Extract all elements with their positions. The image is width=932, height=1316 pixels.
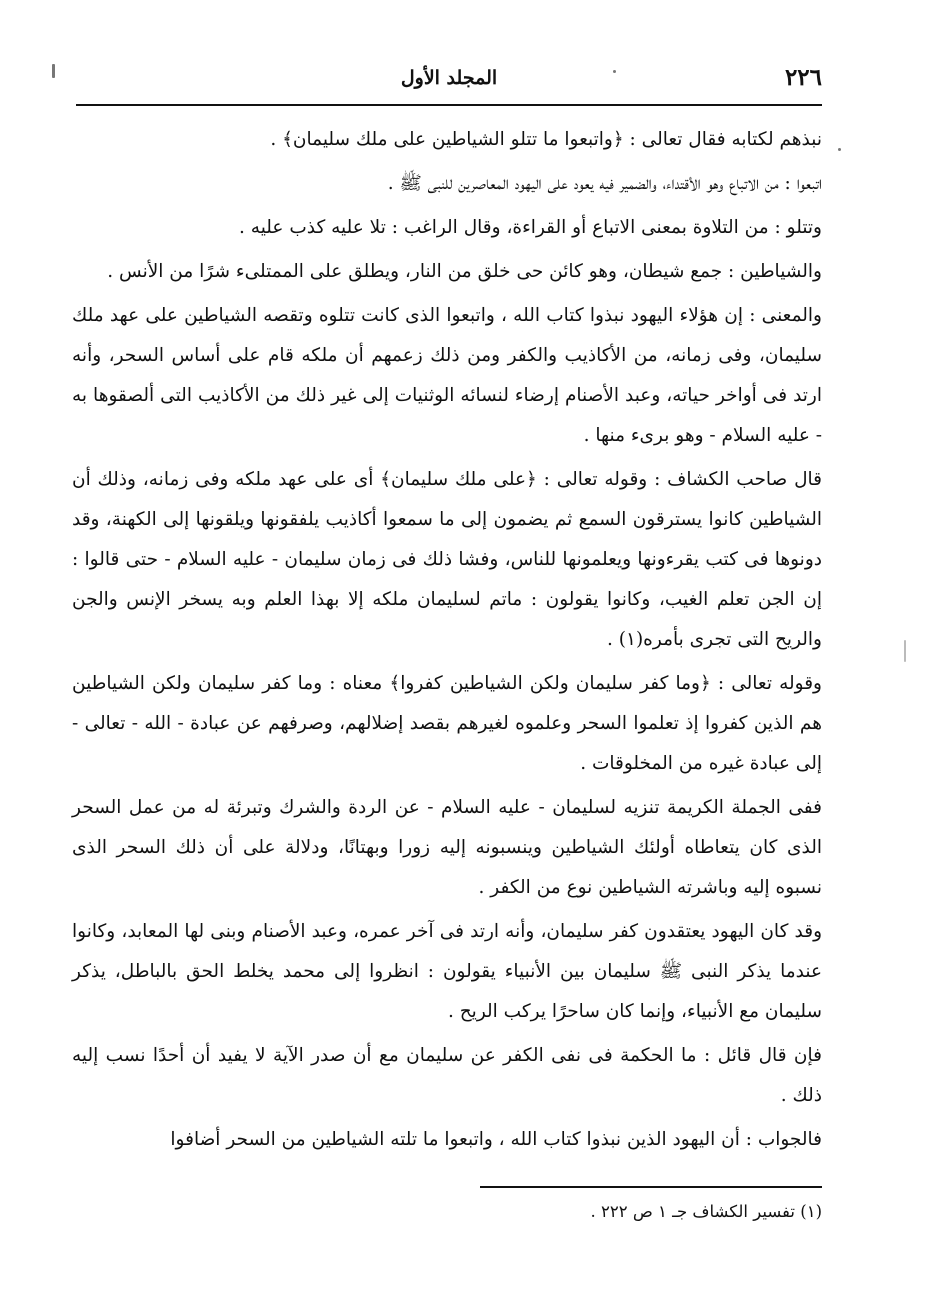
paragraph-ittabaou: اتبعوا : من الاتباع وهو الأقتداء، والضمير فيه يعود على اليهود المعاصرين للنبى ﷺ . <box>387 173 822 194</box>
paragraph-tatlou: وتتلو : من التلاوة بمعنى الاتباع أو القراءة، وقال الراغب : تلا عليه كذب عليه . <box>239 217 822 238</box>
body-text <box>72 120 822 1164</box>
scan-speck <box>52 64 55 78</box>
header-rule <box>76 104 822 106</box>
paragraph-kashshaf: قال صاحب الكشاف : وقوله تعالى : ﴿على ملك سليمان﴾ أى على عهد ملكه وفى زمانه، وذلك أن الشياطين كانوا يسترقون السمع ثم يضمون إلى ما سمعوا أكاذيب يلفقونها ويلقونها إلى الكهنة، وقد دونوها فى كتب يقرءونها ويعلمونها للناس، وفشا ذلك فى زمان سليمان - عليه السلام - حتى قالوا : إن الجن تعلم الغيب، وكانوا يقولون : ماتم لسليمان ملكه إلا بهذا العلم وبه يسخر الإنس والجن والريح التى تجرى بأمره(١) . <box>72 469 822 650</box>
footnote: (١) تفسير الكشاف جـ ١ ص ٢٢٢ . <box>590 1202 822 1221</box>
scan-speck <box>613 70 616 73</box>
paragraph-tanzih: ففى الجملة الكريمة تنزيه لسليمان - عليه السلام - عن الردة والشرك وتبرئة له من عمل السحر الذى كان يتعاطاه أولئك الشياطين وينسبونه إليه زورا وبهتانًا، ودلالة على أن ذلك السحر الذى نسبوه إليه وباشرته الشياطين نوع من الكفر . <box>72 797 822 898</box>
paragraph-yahud-belief: وقد كان اليهود يعتقدون كفر سليمان، وأنه ارتد فى آخر عمره، وعبد الأصنام وبنى لها المعابد، وكانوا عندما يذكر النبى ﷺ سليمان بين الأنبياء يقولون : انظروا إلى محمد يخلط الحق بالباطل، يذكر سليمان مع الأنبياء، وإنما كان ساحرًا يركب الريح . <box>72 921 822 1022</box>
scan-speck <box>838 148 841 151</box>
paragraph-wa-ma-kafara: وقوله تعالى : ﴿وما كفر سليمان ولكن الشياطين كفروا﴾ معناه : وما كفر سليمان ولكن الشياطين هم الذين كفروا إذ تعلموا السحر وعلموه لغيرهم بقصد إضلالهم، وصرفهم عن عبادة - الله - تعالى - إلى عبادة غيره من المخلوقات . <box>72 673 822 774</box>
page-header <box>76 58 822 102</box>
paragraph-shayatin: والشياطين : جمع شيطان، وهو كائن حى خلق من النار، ويطلق على الممتلىء شرًا من الأنس . <box>107 261 822 282</box>
scan-speck <box>904 640 906 662</box>
page-number: ٢٢٦ <box>784 64 822 91</box>
paragraph-meaning: والمعنى : إن هؤلاء اليهود نبذوا كتاب الله ، واتبعوا الذى كانت تتلوه وتقصه الشياطين على عهد ملك سليمان، وفى زمانه، من الأكاذيب والكفر ومن ذلك زعمهم أن ملكه قام على أساس السحر، وأنه ارتد فى أواخر حياته، وعبد الأصنام إرضاء لنسائه الوثنيات إلى غير ذلك من الأكاذيب التى ألصقوها به - عليه السلام - وهو برىء منها . <box>72 305 822 446</box>
paragraph-question: فإن قال قائل : ما الحكمة فى نفى الكفر عن سليمان مع أن صدر الآية لا يفيد أن أحدًا نسب إليه ذلك . <box>72 1045 822 1106</box>
running-head: المجلد الأول <box>400 67 498 89</box>
paragraph-intro: نبذهم لكتابه فقال تعالى : ﴿واتبعوا ما تتلو الشياطين على ملك سليمان﴾ . <box>270 129 822 150</box>
paragraph-answer: فالجواب : أن اليهود الذين نبذوا كتاب الله ، واتبعوا ما تلته الشياطين من السحر أضافوا <box>170 1129 822 1150</box>
footnote-rule <box>480 1186 822 1188</box>
